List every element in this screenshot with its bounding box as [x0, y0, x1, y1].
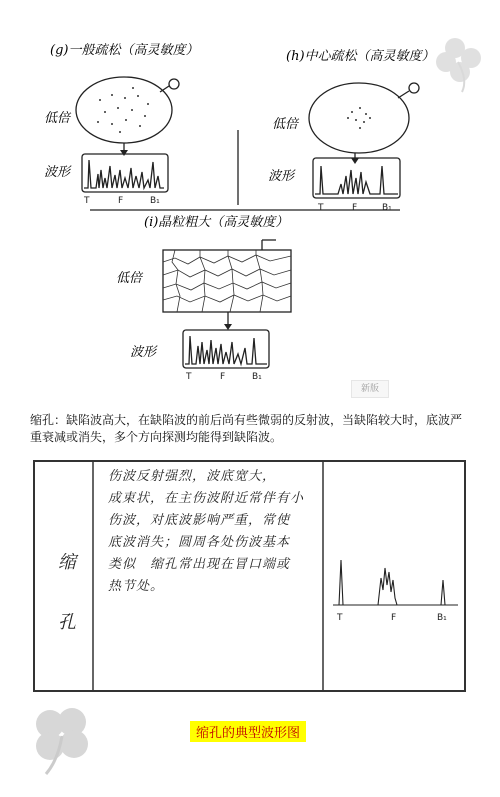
panel-i-title: (i)晶粒粗大（高灵敏度） — [144, 215, 289, 230]
panel-i-low-label: 低倍 — [116, 271, 143, 286]
figure-caption-highlight: 缩孔的典型波形图 — [190, 721, 306, 742]
panel-i-grain-block — [163, 250, 291, 312]
table-description-line: 底波消失；圆周各处伤波基本 — [108, 535, 291, 550]
panel-g-probe — [169, 79, 179, 89]
panel-i-axis-t: T — [186, 372, 192, 382]
table-axis-f: F — [391, 613, 397, 623]
panel-g-porosity-dots — [97, 87, 149, 133]
panel-h-low-label: 低倍 — [272, 117, 299, 132]
table-description-line: 伤波，对底波影响严重，常使 — [108, 513, 291, 528]
panel-i-axis-b1: B₁ — [252, 372, 262, 382]
clover-decoration-top — [436, 38, 481, 92]
panel-h-probe-line — [398, 91, 409, 98]
table-description-line: 伤波反射强烈，波底宽大， — [108, 469, 277, 484]
panel-g-low-label: 低倍 — [44, 111, 71, 126]
panel-h-axis-b1: B₁ — [382, 203, 392, 213]
panel-h-wave-label: 波形 — [268, 169, 295, 184]
panel-h-center-dots — [347, 107, 371, 129]
table-description-line: 热节处。 — [108, 579, 165, 594]
panel-h-arrow-head — [351, 158, 359, 164]
panel-g-axis-b1: B₁ — [150, 196, 160, 206]
panel-g-axis-t: T — [84, 196, 90, 206]
table-waveform-trace — [336, 560, 453, 605]
table-axis-t: T — [337, 613, 343, 623]
panel-h-waveform-trace — [315, 166, 398, 194]
edition-watermark-tag: 新版 — [351, 380, 389, 398]
panel-i-grain-texture — [163, 250, 291, 312]
table-description-line: 成束状，在主伤波附近常伴有小 — [108, 491, 305, 506]
panel-i-wave-label: 波形 — [130, 345, 157, 360]
table-description-line: 类似 缩孔常出现在冒口端或 — [108, 557, 291, 572]
panel-g-specimen-circle — [76, 77, 172, 143]
panel-h-probe — [409, 83, 419, 93]
table-axis-b1: B₁ — [437, 613, 447, 623]
table-row-label-kong: 孔 — [58, 612, 76, 633]
shrinkage-description-paragraph: 缩孔：缺陷波高大，在缺陷波的前后尚有些微弱的反射波，当缺陷较大时，底波严重衰减或消失，多个方向探测均能得到缺陷波。 — [30, 413, 463, 444]
panel-h-axis-t: T — [318, 203, 324, 213]
panel-g-title: (g)一般疏松（高灵敏度） — [50, 43, 199, 58]
panel-g-axis-f: F — [118, 196, 124, 206]
table-description — [108, 466, 316, 598]
panel-g-waveform-trace — [84, 160, 164, 188]
table-row-label-suo: 缩 — [58, 552, 76, 573]
panel-h-axis-f: F — [352, 203, 358, 213]
panel-g-arrow-head — [120, 150, 128, 156]
clover-decoration-bottom — [28, 700, 98, 780]
panel-g-wave-label: 波形 — [44, 165, 71, 180]
panel-i-arrow-head — [224, 324, 232, 330]
panel-i-waveform-trace — [185, 336, 267, 364]
panel-h-specimen-circle — [309, 83, 409, 153]
panel-h-title: (h)中心疏松（高灵敏度） — [286, 49, 435, 64]
panel-i-axis-f: F — [220, 372, 226, 382]
